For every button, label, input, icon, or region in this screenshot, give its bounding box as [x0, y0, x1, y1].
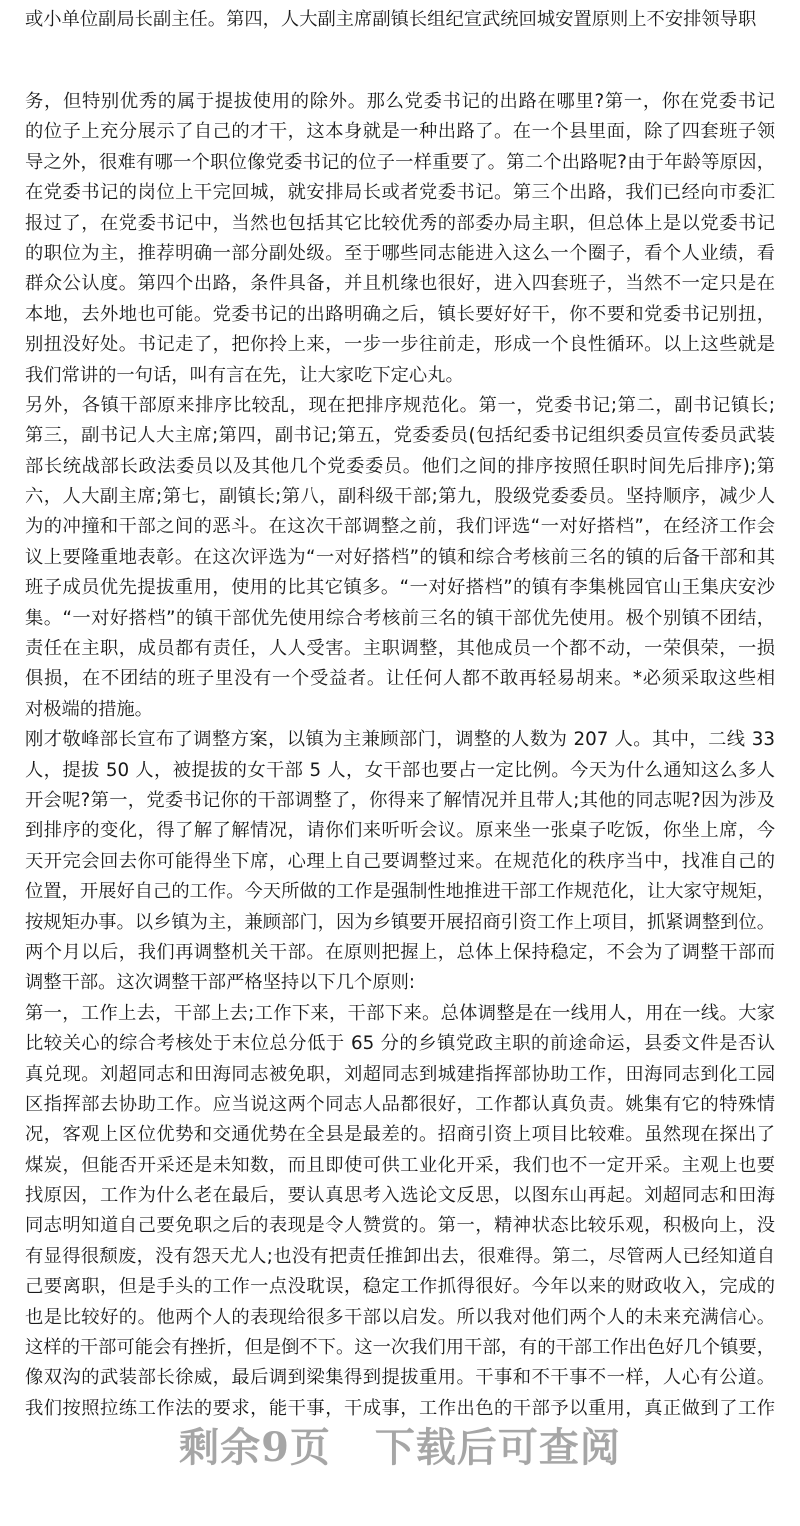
text-line: 到排序的变化，得了解了解情况，请你们来听听会议。原来坐一张桌子吃饭，你坐上席，今	[25, 820, 775, 842]
text-line: 开会呢?第一，党委书记你的干部调整了，你得来了解情况并且带人;其他的同志呢?因为涉及	[25, 789, 775, 811]
text-line: 这样的干部可能会有挫折，但是倒不下。这一次我们用干部，有的干部工作出色好几个镇要，	[25, 1337, 775, 1359]
text-line: 在党委书记的岗位上干完回城，就安排局长或者党委书记。第三个出路，我们已经向市委汇	[25, 182, 775, 204]
remaining-pages-label: 剩余9页	[179, 1424, 331, 1471]
text-line: 或小单位副局长副主任。第四，人大副主席副镇长组纪宣武统回城安置原则上不安排领导职	[25, 9, 757, 30]
text-line: 集。“一对好搭档”的镇干部优先使用综合考核前三名的镇干部优先使用。极个别镇不团结，	[25, 607, 775, 629]
text-line: 人，提拔 50 人，被提拔的女干部 5 人，女干部也要占一定比例。今天为什么通知这么多人	[25, 759, 775, 781]
text-line: 导之外，很难有哪一个职位像党委书记的位子一样重要了。第二个出路呢?由于年龄等原因，	[25, 151, 775, 173]
text-line: 的位子上充分展示了自己的才干，这本身就是一种出路了。在一个县里面，除了四套班子领	[25, 121, 775, 143]
text-line: 议上要隆重地表彰。在这次评选为“一对好搭档”的镇和综合考核前三名的镇的后备干部和其	[25, 546, 775, 568]
text-line: 况，客观上区位优势和交通优势在全县是最差的。招商引资上项目比较难。虽然现在探出了	[25, 1124, 775, 1146]
text-line: 的职位为主，推荐明确一部分副处级。至于哪些同志能进入这么一个圈子，看个人业绩，看	[25, 242, 775, 264]
text-line: 别扭没好处。书记走了，把你拎上来，一步一步往前走，形成一个良性循环。以上这些就是	[25, 334, 775, 356]
text-line: 本地，去外地也可能。党委书记的出路明确之后，镇长要好好干，你不要和党委书记别扭，	[25, 303, 775, 325]
text-line: 报过了，在党委书记中，当然也包括其它比较优秀的部委办局主职，但总体上是以党委书记	[25, 212, 775, 234]
text-line: 同志明知道自己要免职之后的表现是令人赞赏的。第一，精神状态比较乐观，积极向上，没	[25, 1215, 775, 1237]
text-line: 责任在主职，成员都有责任，人人受害。主职调整，其他成员一个都不动，一荣俱荣，一损	[25, 638, 775, 660]
paragraph	[25, 999, 775, 1424]
text-line: 找原因，工作为什么老在最后，要认真思考入选论文反思，以图东山再起。刘超同志和田海	[25, 1185, 775, 1207]
text-line: 班子成员优先提拔重用，使用的比其它镇多。“一对好搭档”的镇有李集桃园官山王集庆安沙	[25, 577, 775, 599]
text-line: 像双沟的武装部长徐威，最后调到梁集得到提拔重用。干事和不干事不一样，人心有公道。	[25, 1367, 775, 1389]
text-line: 刚才敬峰部长宣布了调整方案，以镇为主兼顾部门，调整的人数为 207 人。其中，二线 33	[25, 729, 775, 751]
text-line: 调整干部。这次调整干部严格坚持以下几个原则:	[25, 972, 416, 994]
text-line: 煤炭，但能否开采还是未知数，而且即使可供工业化开采，我们也不一定开采。主观上也要	[25, 1154, 775, 1176]
text-line: 为的冲撞和干部之间的恶斗。在这次干部调整之前，我们评选“一对好搭档”，在经济工作会	[25, 516, 775, 538]
text-line: 六，人大副主席;第七，副镇长;第八，副科级干部;第九，股级党委委员。坚持顺序，减少人	[25, 486, 775, 508]
download-prompt[interactable]	[0, 1420, 800, 1476]
paragraph	[25, 725, 775, 999]
text-line: 也是比较好的。他两个人的表现给很多干部以启发。所以我对他们两个人的未来充满信心。	[25, 1306, 775, 1328]
text-line: 按规矩办事。以乡镇为主，兼顾部门，因为乡镇要开展招商引资工作上项目，抓紧调整到位。	[25, 911, 775, 933]
text-line: 另外，各镇干部原来排序比较乱，现在把排序规范化。第一，党委书记;第二，副书记镇长;	[25, 394, 775, 416]
text-line: 天开完会回去你可能得坐下席，心理上自己要调整过来。在规范化的秩序当中，找准自己的	[25, 850, 775, 872]
text-line: 第三，副书记人大主席;第四，副书记;第五，党委委员(包括纪委书记组织委员宣传委员武装	[25, 425, 775, 447]
text-line: 比较关心的综合考核处于末位总分低于 65 分的乡镇党政主职的前途命运，县委文件是否认	[25, 1033, 775, 1055]
text-line: 第一，工作上去，干部上去;工作下来，干部下来。总体调整是在一线用人，用在一线。大家	[25, 1002, 775, 1024]
download-to-view-label: 下载后可查阅	[374, 1424, 621, 1471]
paragraph	[25, 87, 775, 391]
text-line: 部长统战部长政法委员以及其他几个党委委员。他们之间的排序按照任职时间先后排序);第	[25, 455, 775, 477]
paragraph	[25, 391, 775, 725]
text-line: 两个月以后，我们再调整机关干部。在原则把握上，总体上保持稳定，不会为了调整干部而	[25, 941, 775, 963]
text-line: 俱损，在不团结的班子里没有一个受益者。让任何人都不敢再轻易胡来。*必须采取这些相	[25, 668, 775, 690]
text-line: 我们按照拉练工作法的要求，能干事，干成事，工作出色的干部予以重用，真正做到了工作	[25, 1397, 775, 1419]
text-line: 务，但特别优秀的属于提拔使用的除外。那么党委书记的出路在哪里?第一，你在党委书记	[25, 91, 775, 112]
text-line: 我们常讲的一句话，叫有言在先，让大家吃下定心丸。	[25, 364, 464, 386]
text-line: 群众公认度。第四个出路，条件具备，并且机缘也很好，进入四套班子，当然不一定只是在	[25, 273, 775, 295]
text-line: 区指挥部去协助工作。应当说这两个同志人品都很好，工作都认真负责。姚集有它的特殊情	[25, 1093, 775, 1115]
text-line: 己要离职，但是手头的工作一点没耽误，稳定工作抓得很好。今年以来的财政收入，完成的	[25, 1276, 775, 1298]
text-line: 真兑现。刘超同志和田海同志被免职，刘超同志到城建指挥部协助工作，田海同志到化工园	[25, 1063, 775, 1085]
text-line: 有显得很颓废，没有怨天尤人;也没有把责任推卸出去，很难得。第二，尽管两人已经知道自	[25, 1245, 775, 1267]
document-body	[25, 87, 775, 1424]
text-line: 对极端的措施。	[25, 698, 153, 720]
top-fragment	[25, 5, 775, 35]
text-line: 位置，开展好自己的工作。今天所做的工作是强制性地推进干部工作规范化，让大家守规矩，	[25, 881, 775, 903]
